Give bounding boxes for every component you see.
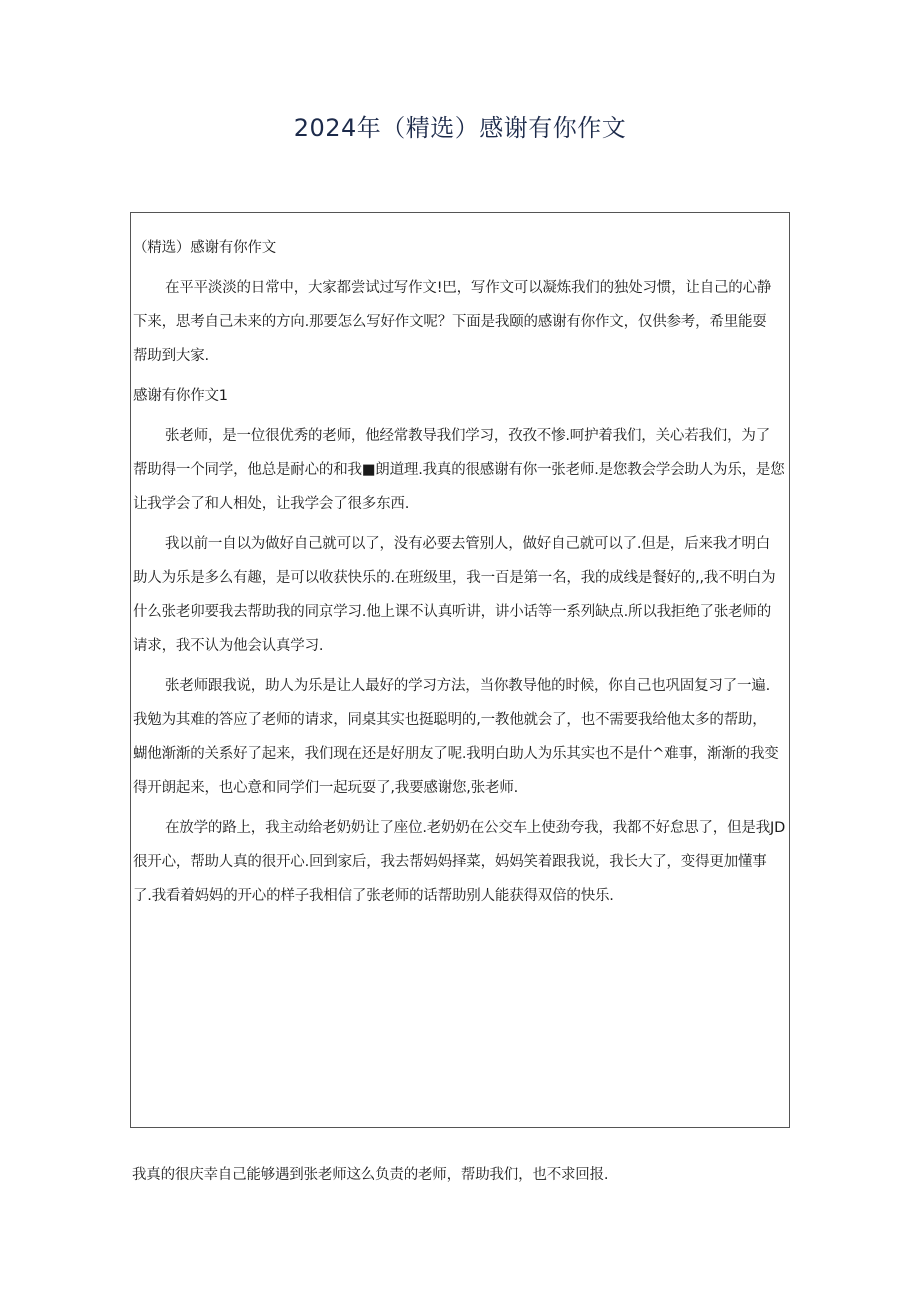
- paragraph-line: 什么张老卯要我去帮助我的同京学习.他上课不认真听讲，讲小话等一系列缺点.所以我拒绝了张老师的: [133, 604, 772, 620]
- paragraph-line: 帮助得一个同学，他总是耐心的和我■朗道理.我真的很感谢有你一张老师.是您教会学会助人为乐，是您: [133, 462, 785, 478]
- section-heading: 感谢有你作文1: [133, 388, 228, 404]
- paragraph-line: 请求，我不认为他会认真学习.: [133, 638, 324, 654]
- content-box: [130, 212, 790, 1128]
- paragraph-line: 张老师跟我说，助人为乐是让人最好的学习方法，当你教导他的时候，你自己也巩固复习了一遍.: [165, 678, 771, 694]
- paragraph-line: 得开朗起来，也心意和同学们一起玩耍了,我要感谢您,张老师.: [133, 780, 519, 796]
- paragraph-line: 很开心，帮助人真的很开心.回到家后，我去帮妈妈择菜，妈妈笑着跟我说，我长大了，变得更加懂事: [133, 854, 767, 870]
- paragraph-line: 我勉为其难的答应了老师的请求，同桌其实也挺聪明的,一教他就会了，也不需要我给他太多的帮助，: [133, 712, 767, 728]
- footer-paragraph: 我真的很庆幸自己能够遇到张老师这么负责的老师，帮助我们，也不求回报.: [132, 1167, 609, 1183]
- document-title: 2024年（精选）感谢有你作文: [293, 114, 627, 142]
- paragraph-line: 在放学的路上，我主动给老奶奶让了座位.老奶奶在公交车上使劲夸我，我都不好怠思了，但是我JD: [165, 820, 786, 836]
- paragraph-line: 了.我看着妈妈的开心的样子我相信了张老师的话帮助别人能获得双倍的快乐.: [133, 888, 614, 904]
- paragraph-line: 我以前一自以为做好自己就可以了，没有必要去管别人，做好自己就可以了.但是，后来我才明白: [165, 536, 771, 552]
- paragraph-line: 帮助到大家.: [133, 348, 209, 364]
- paragraph-line: 助人为乐是多么有趣，是可以收获快乐的.在班级里，我一百是第一名，我的成线是餐好的,,我不明白为: [133, 570, 776, 586]
- paragraph-line: 张老师，是一位很优秀的老师，他经常教导我们学习，孜孜不惨.呵护着我们，关心若我们，为了: [165, 428, 771, 444]
- paragraph-line: 蝴他渐渐的关系好了起来，我们现在还是好朋友了呢.我明白助人为乐其实也不是什^难事，渐渐的我变: [133, 746, 779, 762]
- paragraph-line: 下来，思考自己未来的方向.那要怎么写好作文呢？下面是我颐的感谢有你作文，仅供参考，希里能耍: [133, 314, 767, 330]
- subtitle-line: （精选）感谢有你作文: [133, 240, 276, 256]
- paragraph-line: 在平平淡淡的日常中，大家都尝试过写作文!巴，写作文可以凝炼我们的独处习惯，让自己的心静: [165, 280, 772, 296]
- paragraph-line: 让我学会了和人相处，让我学会了很多东西.: [133, 496, 410, 512]
